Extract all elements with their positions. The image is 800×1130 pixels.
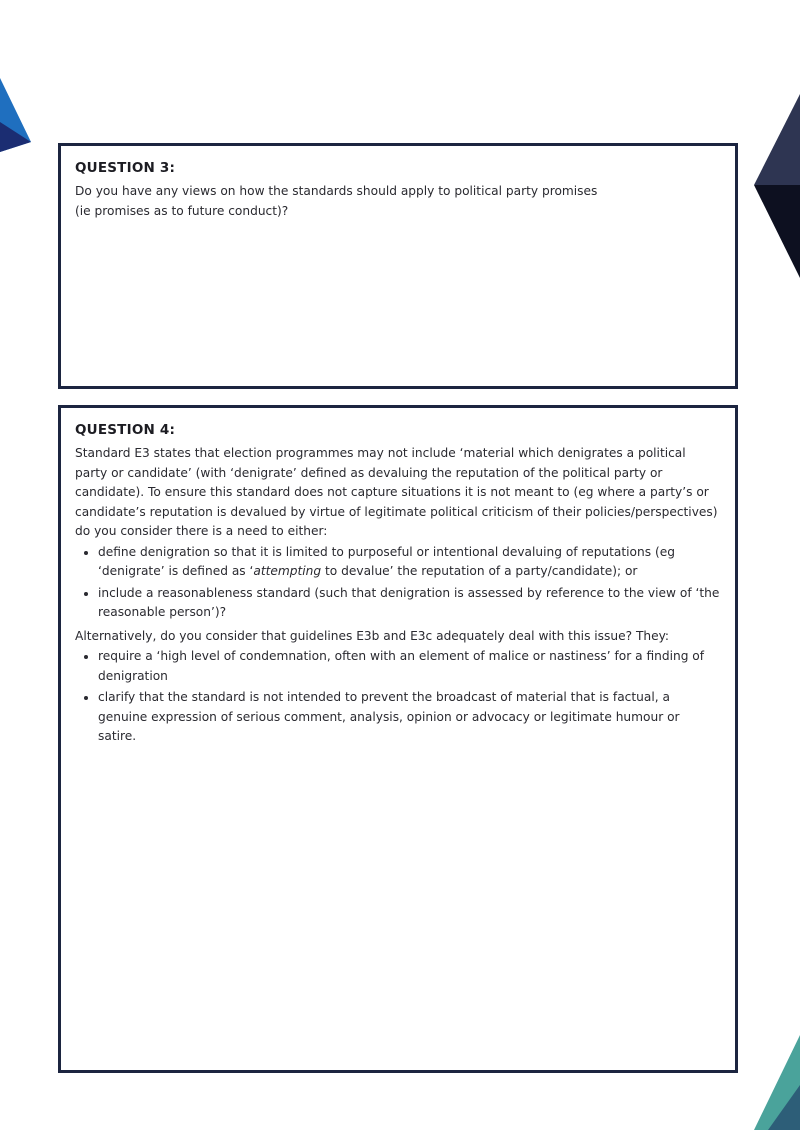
question-3-box[interactable] <box>58 143 738 389</box>
list-item: • include a reasonableness standard (such that denigration is assessed by reference to the view of ‘the reasonable person’)? <box>98 584 721 623</box>
question-4-alternative: Alternatively, do you consider that guidelines E3b and E3c adequately deal with this issue? They: <box>75 628 670 643</box>
bullet-1-text-start: define denigration so that it is limited to purposeful or intentional devaluing of reputations (eg ‘denigrate’ is defined as ‘ <box>98 544 675 578</box>
list-item: • require a ‘high level of condemnation, often with an element of malice or nastiness’ for a finding of denigration <box>98 647 721 686</box>
right-triangle-decoration <box>748 90 800 285</box>
question-3-line-1: Do you have any views on how the standards should apply to political party promises <box>75 184 598 198</box>
list-item <box>98 543 721 582</box>
list-item: • clarify that the standard is not intended to prevent the broadcast of material that is factual, a genuine expression of serious comment, analysis, opinion or advocacy or legitimate humour or satire. <box>98 688 721 747</box>
question-4-intro: Standard E3 states that election programmes may not include ‘material which denigrates a political party or candidate’ (with ‘denigrate’ defined as devaluing the reputation of the political party or candidate). To ensure this standard does not capture situations it is not meant to (eg where a party’s or candidate’s reputation is devalued by virtue of legitimate political criticism of their policies/perspectives) do you consider there is a need to either: <box>75 446 718 538</box>
bottom-right-triangle-decoration <box>750 1035 800 1130</box>
question-4-box[interactable] <box>58 405 738 1073</box>
question-3-line-2: (ie promises as to future conduct)? <box>75 203 289 218</box>
bullet-1-emphasis: attempting <box>253 564 322 578</box>
question-4-options-list <box>75 543 721 623</box>
left-triangle-decoration <box>0 70 40 160</box>
bullet-1-text-end: to devalue’ the reputation of a party/candidate); or <box>321 564 638 578</box>
question-4-title: QUESTION 4: <box>75 422 176 438</box>
question-3-title: QUESTION 3: <box>75 160 176 176</box>
question-4-guidelines-list <box>75 647 721 747</box>
